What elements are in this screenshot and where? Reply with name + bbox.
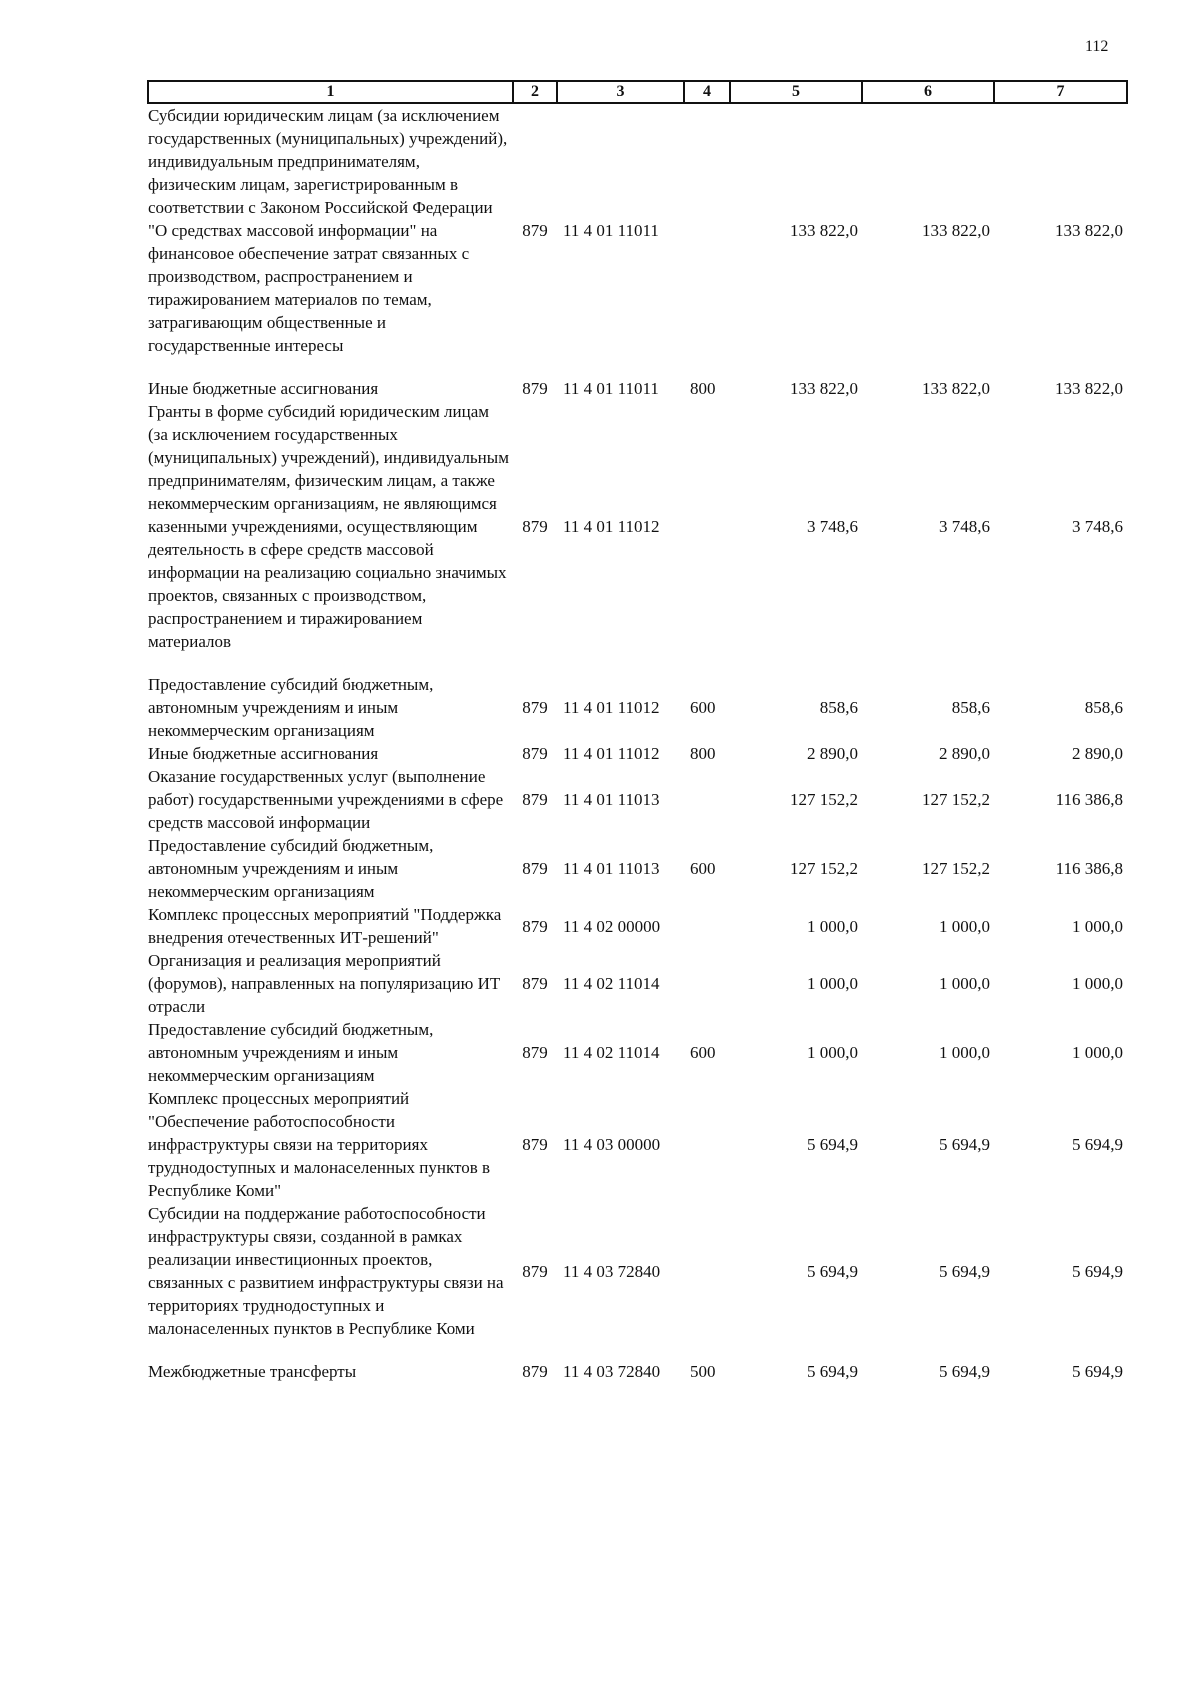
table-row [148, 1202, 1127, 1360]
table-row [148, 742, 1127, 765]
row-expense-type [684, 1087, 730, 1202]
row-grbs-code: 879 [522, 1362, 548, 1381]
row-amount-col7: 133 822,0 [1055, 221, 1123, 240]
row-amount-col5: 133 822,0 [790, 379, 858, 398]
row-amount-col6: 127 152,2 [922, 859, 990, 878]
row-expense-type: 800 [690, 744, 716, 763]
row-expense-type: 600 [690, 859, 716, 878]
row-amount-col6: 1 000,0 [939, 974, 990, 993]
column-header-6: 6 [862, 81, 994, 103]
row-target-article: 11 4 02 11014 [563, 1043, 660, 1062]
column-header-7: 7 [994, 81, 1127, 103]
row-amount-col7: 133 822,0 [1055, 379, 1123, 398]
row-expense-type [684, 765, 730, 834]
row-amount-col5: 1 000,0 [807, 916, 858, 936]
table-row [148, 400, 1127, 673]
row-target-article: 11 4 03 72840 [563, 1261, 661, 1281]
row-target-article: 11 4 02 11014 [563, 974, 660, 993]
row-amount-col7: 2 890,0 [1072, 744, 1123, 763]
row-amount-col5: 3 748,6 [807, 517, 858, 536]
row-name: Комплекс процессных мероприятий "Обеспечение работоспособности инфраструктуры связи на территориях труднодоступных и малонаселенных пунктов в Республике Коми" [148, 1089, 491, 1200]
row-amount-col6: 1 000,0 [939, 1043, 990, 1062]
row-amount-col5: 5 694,9 [807, 1135, 858, 1154]
row-amount-col7: 5 694,9 [1072, 1261, 1123, 1281]
table-row [148, 834, 1127, 903]
row-amount-col7: 116 386,8 [1055, 859, 1123, 878]
row-amount-col7: 1 000,0 [1072, 974, 1123, 993]
table-row [148, 949, 1127, 1018]
row-name: Предоставление субсидий бюджетным, автономным учреждениям и иным некоммерческим организациям [148, 675, 434, 740]
row-name: Субсидии на поддержание работоспособности инфраструктуры связи, созданной в рамках реализации инвестиционных проектов, связанных с развитием инфраструктуры связи на территориях труднодоступных и малонаселенных пунктов в Республике Коми [148, 1204, 504, 1338]
budget-table [147, 80, 1128, 1383]
row-grbs-code: 879 [522, 221, 548, 240]
row-name: Организация и реализация мероприятий (форумов), направленных на популяризацию ИТ отрасли [148, 951, 501, 1016]
table-row [148, 1360, 1127, 1383]
row-amount-col5: 2 890,0 [807, 744, 858, 763]
row-amount-col5: 5 694,9 [807, 1362, 858, 1381]
table-header-row [148, 81, 1127, 103]
row-grbs-code: 879 [522, 1043, 548, 1062]
table-row [148, 903, 1127, 949]
row-name: Иные бюджетные ассигнования [148, 379, 379, 398]
table-row [148, 103, 1127, 377]
row-target-article: 11 4 01 11011 [563, 221, 659, 240]
row-target-article: 11 4 02 00000 [563, 916, 661, 936]
row-expense-type [684, 903, 730, 949]
row-target-article: 11 4 01 11012 [563, 517, 660, 536]
row-target-article: 11 4 01 11012 [563, 698, 660, 717]
row-amount-col6: 5 694,9 [939, 1362, 990, 1381]
column-header-1: 1 [148, 81, 513, 103]
row-amount-col6: 133 822,0 [922, 379, 990, 398]
page-number: 112 [1085, 38, 1109, 55]
row-name: Межбюджетные трансферты [148, 1362, 357, 1381]
row-amount-col7: 1 000,0 [1072, 916, 1123, 936]
row-amount-col6: 5 694,9 [939, 1135, 990, 1154]
row-expense-type [684, 1202, 730, 1360]
row-name: Предоставление субсидий бюджетным, автономным учреждениям и иным некоммерческим организациям [148, 836, 434, 901]
row-amount-col6: 127 152,2 [922, 790, 990, 809]
row-grbs-code: 879 [522, 916, 548, 936]
row-target-article: 11 4 01 11011 [563, 379, 659, 398]
row-expense-type [684, 103, 730, 377]
row-grbs-code: 879 [522, 790, 548, 809]
row-amount-col7: 5 694,9 [1072, 1362, 1123, 1381]
row-amount-col6: 5 694,9 [939, 1261, 990, 1281]
column-header-5: 5 [730, 81, 862, 103]
row-amount-col5: 127 152,2 [790, 790, 858, 809]
row-target-article: 11 4 01 11013 [563, 859, 660, 878]
row-grbs-code: 879 [522, 379, 548, 398]
row-amount-col5: 858,6 [819, 698, 858, 717]
row-amount-col5: 5 694,9 [807, 1261, 858, 1281]
row-grbs-code: 879 [522, 517, 548, 536]
row-amount-col5: 1 000,0 [807, 1043, 858, 1062]
row-expense-type [684, 949, 730, 1018]
row-target-article: 11 4 03 00000 [563, 1135, 661, 1154]
row-name: Гранты в форме субсидий юридическим лицам (за исключением государственных (муниципальных) учреждений), индивидуальным предпринимателям, физическим лицам, а также некоммерческим организациям, не являющимся казенными учреждениями, осуществляющим деятельность в сфере средств массовой информации на реализацию социально значимых проектов, связанных с производством, распространением и тиражированием материалов [148, 402, 509, 651]
row-target-article: 11 4 03 72840 [563, 1362, 661, 1381]
column-header-3: 3 [557, 81, 684, 103]
row-amount-col5: 1 000,0 [807, 974, 858, 993]
table-row [148, 377, 1127, 400]
row-target-article: 11 4 01 11012 [563, 744, 660, 763]
row-expense-type: 800 [690, 379, 716, 398]
table-body [148, 103, 1127, 1383]
row-amount-col6: 1 000,0 [939, 916, 990, 936]
row-amount-col7: 3 748,6 [1072, 517, 1123, 536]
row-grbs-code: 879 [522, 744, 548, 763]
table-row [148, 1087, 1127, 1202]
row-amount-col6: 858,6 [951, 698, 990, 717]
table-row [148, 765, 1127, 834]
row-name: Оказание государственных услуг (выполнение работ) государственными учреждениями в сфере средств массовой информации [148, 767, 504, 832]
row-grbs-code: 879 [522, 698, 548, 717]
row-amount-col5: 127 152,2 [790, 859, 858, 878]
table-row [148, 1018, 1127, 1087]
row-name: Предоставление субсидий бюджетным, автономным учреждениям и иным некоммерческим организациям [148, 1020, 434, 1085]
column-header-2: 2 [513, 81, 557, 103]
row-amount-col7: 5 694,9 [1072, 1135, 1123, 1154]
row-expense-type: 600 [690, 1043, 716, 1062]
row-name: Комплекс процессных мероприятий "Поддержка внедрения отечественных ИТ-решений" [148, 905, 502, 947]
row-name: Иные бюджетные ассигнования [148, 744, 379, 763]
row-grbs-code: 879 [522, 1135, 548, 1154]
row-expense-type: 600 [690, 698, 716, 717]
row-grbs-code: 879 [522, 974, 548, 993]
row-grbs-code: 879 [522, 1261, 548, 1281]
column-header-4: 4 [684, 81, 730, 103]
row-expense-type: 500 [690, 1362, 716, 1381]
row-amount-col5: 133 822,0 [790, 221, 858, 240]
row-amount-col6: 2 890,0 [939, 744, 990, 763]
row-target-article: 11 4 01 11013 [563, 790, 660, 809]
table-row [148, 673, 1127, 742]
row-name: Субсидии юридическим лицам (за исключением государственных (муниципальных) учреждений), индивидуальным предпринимателям, физическим лицам, зарегистрированным в соответствии с Законом Российской Федерации "О средствах массовой информации" на финансовое обеспечение затрат связанных с производством, распространением и тиражированием материалов по темам, затрагивающим общественные и государственные интересы [148, 106, 508, 355]
row-grbs-code: 879 [522, 859, 548, 878]
row-amount-col6: 3 748,6 [939, 517, 990, 536]
row-amount-col7: 1 000,0 [1072, 1043, 1123, 1062]
row-amount-col7: 858,6 [1084, 698, 1123, 717]
row-amount-col6: 133 822,0 [922, 221, 990, 240]
row-expense-type [684, 400, 730, 673]
row-amount-col7: 116 386,8 [1055, 790, 1123, 809]
